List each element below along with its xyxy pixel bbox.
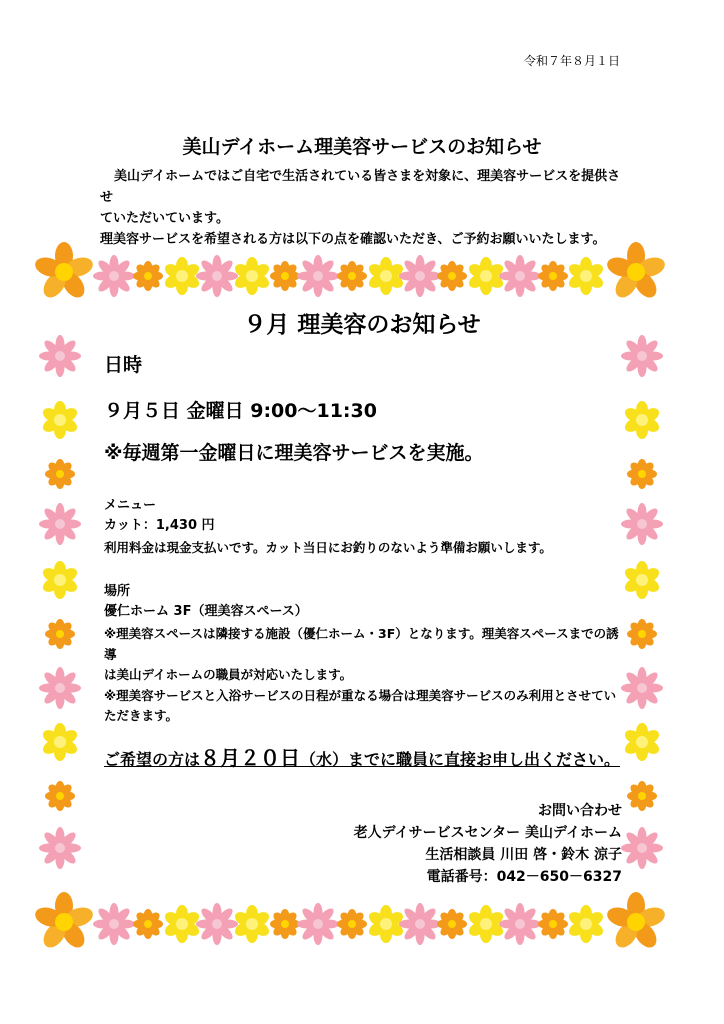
contact-staff: 生活相談員 川田 啓・鈴木 涼子	[425, 847, 622, 863]
contact-label: お問い合わせ	[538, 803, 622, 819]
deadline-date: ８月２０日	[200, 746, 301, 770]
place-note: は美山デイホームの職員が対応いたします。	[104, 667, 353, 682]
datetime-value: ９月５日 金曜日 9:00～11:30	[104, 400, 377, 422]
place-notes	[104, 624, 624, 727]
place-note: ただきます。	[104, 708, 179, 723]
intro-line: 美山デイホームではご自宅で生活されている皆さまを対象に、理美容サービスを提供させ	[100, 169, 621, 205]
schedule-note: ※毎週第一金曜日に理美容サービスを実施。	[104, 442, 484, 464]
menu-label: メニュー	[104, 498, 157, 513]
deadline-notice	[104, 742, 620, 771]
place-label: 場所	[104, 584, 131, 599]
contact-block	[354, 800, 622, 888]
payment-note: 利用料金は現金支払いです。カット当日にお釣りのないよう準備お願いします。	[104, 540, 552, 555]
deadline-post: （水）までに職員に直接お申し出ください。	[300, 750, 621, 769]
place-note: ※理美容スペースは隣接する施設（優仁ホーム・3F）となります。理美容スペースまでの誘導	[104, 626, 619, 662]
contact-phone: 電話番号：042－650－6327	[426, 869, 622, 885]
deadline-pre: ご希望の方は	[104, 750, 201, 769]
document-title: 美山デイホーム理美容サービスのお知らせ	[182, 136, 542, 158]
menu-item: カット：1,430 円	[104, 518, 215, 533]
place-value: 優仁ホーム 3F（理美容スペース）	[104, 604, 308, 619]
intro-line: ていただいています。	[100, 211, 229, 226]
datetime-label: 日時	[104, 354, 143, 376]
place-note: ※理美容サービスと入浴サービスの日程が重なる場合は理美容サービスのみ利用とさせてい	[104, 687, 617, 703]
notice-heading: ９月 理美容のお知らせ	[243, 312, 481, 338]
document-date: 令和７年８月１日	[523, 54, 620, 68]
intro-line: 理美容サービスを希望される方は以下の点を確認いただき、ご予約お願いいたします。	[100, 232, 606, 247]
contact-org: 老人デイサービスセンター 美山デイホーム	[353, 825, 622, 841]
